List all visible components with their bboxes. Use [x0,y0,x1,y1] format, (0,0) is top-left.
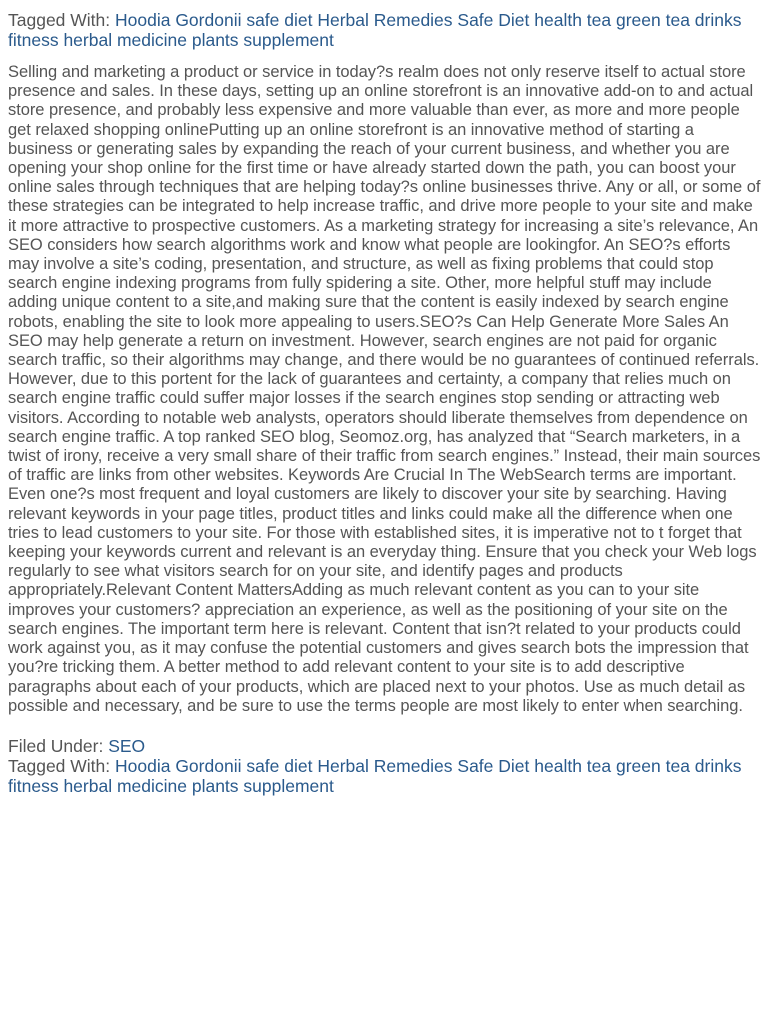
tagged-with-label: Tagged With: [8,10,115,30]
tag-links[interactable]: Hoodia Gordonii safe diet Herbal Remedies Safe Diet health tea green tea drinks fitness herbal medicine plants supplement [8,10,742,50]
category-link[interactable]: SEO [108,735,146,756]
tagged-with-label: Tagged With: [8,755,115,776]
top-tag-line [8,10,762,50]
bottom-tag-line [8,756,762,796]
filed-under-line [8,736,762,756]
article-body: Selling and marketing a product or service in today?s realm does not only reserve itself to actual store presence and sales. In these days, setting up an online storefront is an innovative add-on to and actual store presence, and probably less expensive and more valuable than ever, as more and more people get relaxed shopping onlinePutting up an online storefront is an innovative method of starting a business or generating sales by expanding the reach of your current business, and whether you are opening your shop online for the first time or have already started down the path, you can boost your online sales through techniques that are helping today?s online businesses thrive. Any or all, or some of these strategies can be integrated to help increase traffic, and drive more people to your site and make it more attractive to prospective customers. As a marketing strategy for increasing a site’s relevance, An SEO considers how search algorithms work and know what people are lookingfor. An SEO?s efforts may involve a site’s coding, presentation, and structure, as well as fixing problems that could stop search engine indexing programs from fully spidering a site. Other, more helpful stuff may include adding unique content to a site,and making sure that the content is easily indexed by search engine robots, enabling the site to look more appealing to users.SEO?s Can Help Generate More Sales An SEO may help generate a return on investment. However, search engines are not paid for organic search traffic, so their algorithms may change, and there would be no guarantees of continued referrals. However, due to this portent for the lack of guarantees and certainty, a company that relies much on search engine traffic could suffer major losses if the search engines stop sending or attracting web visitors. According to notable web analysts, operators should liberate themselves from dependence on search engine traffic. A top ranked SEO blog, Seomoz.org, has analyzed that “Search marketers, in a twist of irony, receive a very small share of their traffic from search engines.” Instead, their main sources of traffic are links from other websites. Keywords Are Crucial In The WebSearch terms are important. Even one?s most frequent and loyal customers are likely to discover your site by searching. Having relevant keywords in your page titles, product titles and links could make all the difference when one tries to lead customers to your site. For those with established sites, it is imperative not to t forget that keeping your keywords current and relevant is an everyday thing. Ensure that you check your Web logs regularly to see what visitors search for on your site, and identify pages and products appropriately.Relevant Content MattersAdding as much relevant content as you can to your site improves your customers? appreciation an experience, as well as the positioning of your site on the search engines. The important term here is relevant. Content that isn?t related to your products could work against you, as it may confuse the potential customers and gives search bots the impression that you?re tricking them. A better method to add relevant content to your site is to add descriptive paragraphs about each of your products, which are placed next to your photos. Use as much detail as possible and necessary, and be sure to use the terms people are most likely to enter when searching. [8,63,761,715]
filed-under-label: Filed Under: [8,735,109,756]
tag-links[interactable]: Hoodia Gordonii safe diet Herbal Remedies Safe Diet health tea green tea drinks fitness herbal medicine plants supplement [8,755,742,796]
